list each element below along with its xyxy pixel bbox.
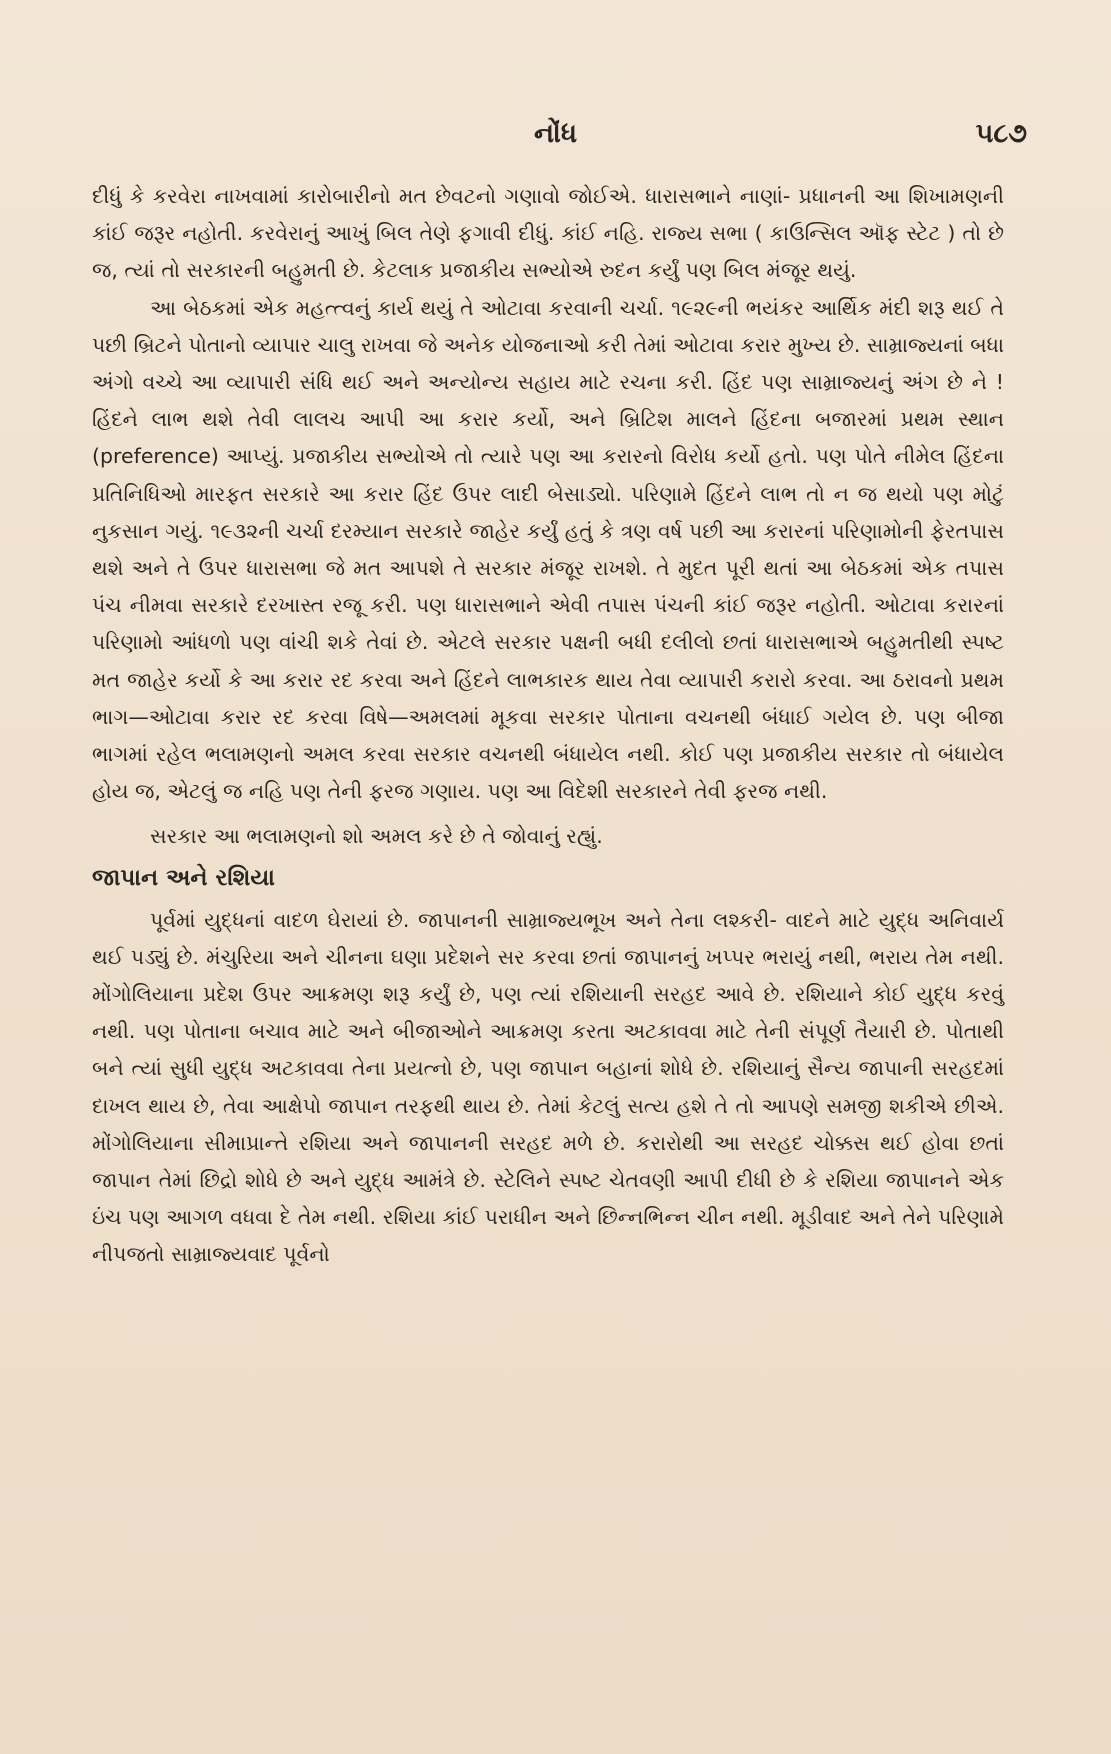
page-number: ૫૮૭ xyxy=(975,118,1027,149)
page-body xyxy=(92,178,1004,1274)
body-paragraph-ottawa: આ બેઠકમાં એક મહત્ત્વનું કાર્ય થયું તે ઓટાવા કરવાની ચર્ચા. ૧૯૨૯ની ભયંકર આર્થિક મંદી શરૂ થઈ તે પછી બ્રિટને પોતાનો વ્યાપાર ચાલુ રાખવા જે અનેક યોજનાઓ કરી તેમાં ઓટાવા કરાર મુખ્ય છે. સામ્રાજ્યનાં બધા અંગો વચ્ચે આ વ્યાપારી સંધિ થઈ અને અન્યોન્ય સહાય માટે રચના કરી. હિંદ પણ સામ્રાજ્યનું અંગ છે ને ! હિંદને લાભ થશે તેવી લાલચ આપી આ કરાર કર્યો, અને બ્રિટિશ માલને હિંદના બજારમાં પ્રથમ સ્થાન (preference) આપ્યું. પ્રજાકીય સભ્યોએ તો ત્યારે પણ આ કરારનો વિરોધ કર્યો હતો. પણ પોતે નીમેલ હિંદના પ્રતિનિધિઓ મારફત સરકારે આ કરાર હિંદ ઉપર લાદી બેસાડ્યો. પરિણામે હિંદને લાભ તો ન જ થયો પણ મોટું નુકસાન ગયું. ૧૯૩૨ની ચર્ચા દરમ્યાન સરકારે જાહેર કર્યું હતું કે ત્રણ વર્ષ પછી આ કરારનાં પરિણામોની ફેરતપાસ થશે અને તે ઉપર ધારાસભા જે મત આપશે તે સરકાર મંજૂર રાખશે. તે મુદત પૂરી થતાં આ બેઠકમાં એક તપાસ પંચ નીમવા સરકારે દરખાસ્ત રજૂ કરી. પણ ધારાસભાને એવી તપાસ પંચની કાંઈ જરૂર નહોતી. ઓટાવા કરારનાં પરિણામો આંધળો પણ વાંચી શકે તેવાં છે. એટલે સરકાર પક્ષની બધી દલીલો છતાં ધારાસભાએ બહુમતીથી સ્પષ્ટ મત જાહેર કર્યો કે આ કરાર રદ કરવા અને હિંદને લાભકારક થાય તેવા વ્યાપારી કરારો કરવા. આ ઠરાવનો પ્રથમ ભાગ—ઓટાવા કરાર રદ કરવા વિષે—અમલમાં મૂકવા સરકાર પોતાના વચનથી બંધાઈ ગયેલ છે. પણ બીજા ભાગમાં રહેલ ભલામણનો અમલ કરવા સરકાર વચનથી બંધાયેલ નથી. કોઈ પણ પ્રજાકીય સરકાર તો બંધાયેલ હોય જ, એટલું જ નહિ પણ તેની ફરજ ગણાય. પણ આ વિદેશી સરકારને તેવી ફરજ નથી. xyxy=(92,295,1004,804)
section-heading: જાપાન અને રશિયા xyxy=(92,864,275,891)
running-head: નોંધ xyxy=(533,118,578,149)
body-paragraph-continued: દીધું કે કરવેરા નાખવામાં કારોબારીનો મત છેવટનો ગણાવો જોઈએ. ધારાસભાને નાણાં- પ્રધાનની આ શિખામણની કાંઈ જરૂર નહોતી. કરવેરાનું આખું બિલ તેણે ફગાવી દીધું. કાંઈ નહિ. રાજ્ય સભા ( કાઉન્સિલ ઑફ સ્ટેટ ) તો છે જ, ત્યાં તો સરકારની બહુમતી છે. કેટલાક પ્રજાકીય સભ્યોએ રુદન કર્યું પણ બિલ મંજૂર થયું. xyxy=(92,184,1004,283)
section-paragraph-japan-russia: પૂર્વમાં યુદ્ધનાં વાદળ ઘેરાયાં છે. જાપાનની સામ્રાજ્યભૂખ અને તેના લશ્કરી- વાદને માટે યુદ્ધ અનિવાર્ય થઈ પડ્યું છે. મંચુરિયા અને ચીનના ઘણા પ્રદેશને સર કરવા છતાં જાપાનનું ખપ્પર ભરાયું નથી, ભરાય તેમ નથી. મોંગોલિયાના પ્રદેશ ઉપર આક્રમણ શરૂ કર્યું છે, પણ ત્યાં રશિયાની સરહદ આવે છે. રશિયાને કોઈ યુદ્ધ કરવું નથી. પણ પોતાના બચાવ માટે અને બીજાઓને આક્રમણ કરતા અટકાવવા માટે તેની સંપૂર્ણ તૈયારી છે. પોતાથી બને ત્યાં સુધી યુદ્ધ અટકાવવા તેના પ્રયત્નો છે, પણ જાપાન બહાનાં શોધે છે. રશિયાનું સૈન્ય જાપાની સરહદમાં દાખલ થાય છે, તેવા આક્ષેપો જાપાન તરફથી થાય છે. તેમાં કેટલું સત્ય હશે તે તો આપણે સમજી શકીએ છીએ. મોંગોલિયાના સીમાપ્રાન્તે રશિયા અને જાપાનની સરહદ મળે છે. કરારોથી આ સરહદ ચોક્કસ થઈ હોવા છતાં જાપાન તેમાં છિદ્રો શોધે છે અને યુદ્ધ આમંત્રે છે. સ્ટેલિને સ્પષ્ટ ચેતવણી આપી દીધી છે કે રશિયા જાપાનને એક ઇંચ પણ આગળ વધવા દે તેમ નથી. રશિયા કાંઈ પરાધીન અને છિન્નભિન્ન ચીન નથી. મૂડીવાદ અને તેને પરિણામે નીપજતો સામ્રાજ્યવાદ પૂર્વનો xyxy=(92,907,1004,1267)
body-paragraph-conclusion: સરકાર આ ભલામણનો શો અમલ કરે છે તે જોવાનું રહ્યું. xyxy=(150,824,603,849)
page-header xyxy=(70,118,1041,158)
